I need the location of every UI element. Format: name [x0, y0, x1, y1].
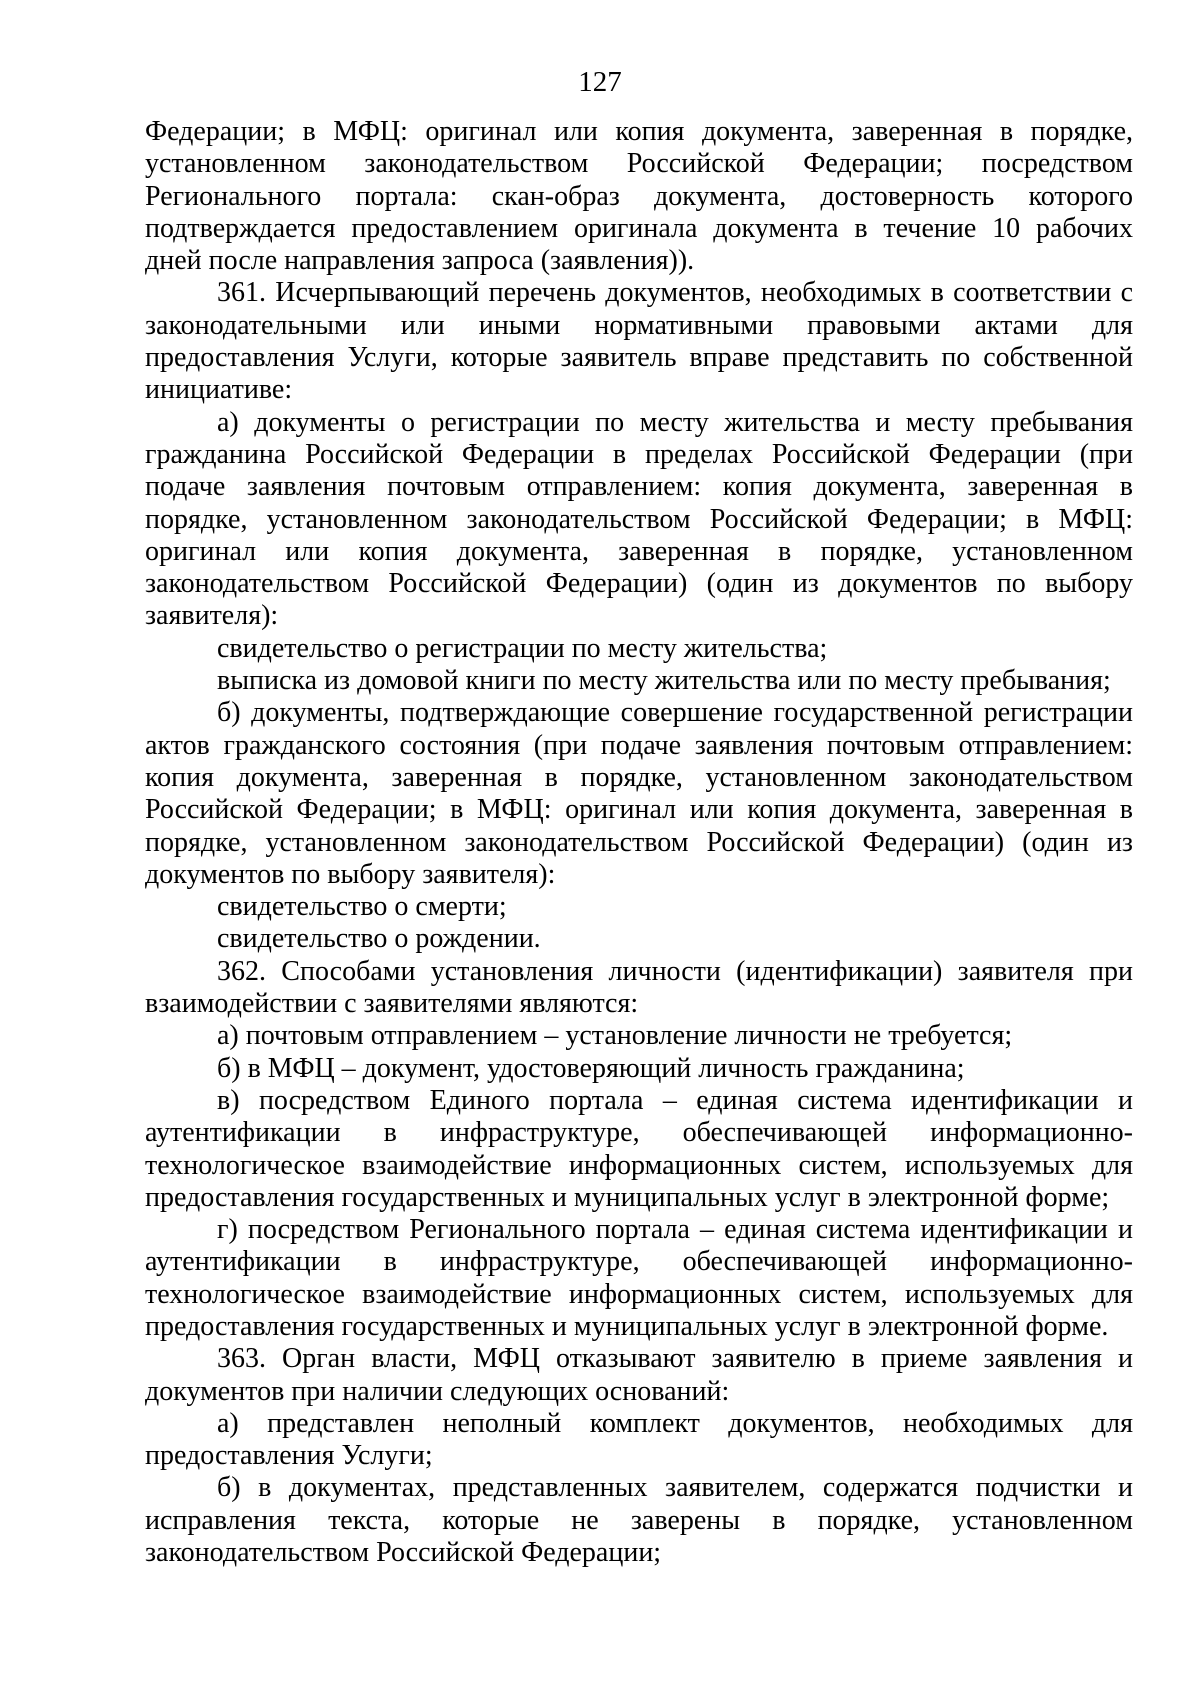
paragraph: а) почтовым отправлением – установление личности не требуется; [217, 1020, 1013, 1052]
paragraph: б) в документах, представленных заявителем, содержатся подчистки и исправления текста, которые не заверены в порядке, установленном законодательством Российской Федерации; [145, 1472, 1133, 1569]
paragraph: Федерации; в МФЦ: оригинал или копия документа, заверенная в порядке, установленном законодательством Российской Федерации; посредством Регионального портала: скан-образ документа, достоверность которого подтверждается предоставлением оригинала документа в течение 10 рабочих дней после направления запроса (заявления)). [145, 116, 1133, 277]
page-number: 127 [578, 66, 622, 98]
paragraph: б) в МФЦ – документ, удостоверяющий личность гражданина; [217, 1052, 965, 1084]
document-body [145, 116, 1133, 1569]
paragraph: в) посредством Единого портала – единая система идентификации и аутентификации в инфраструктуре, обеспечивающей информационно-технологическое взаимодействие информационных систем, используемых для предоставления государственных и муниципальных услуг в электронной форме; [145, 1084, 1133, 1213]
paragraph: 361. Исчерпывающий перечень документов, необходимых в соответствии с законодательными или иными нормативными правовыми актами для предоставления Услуги, которые заявитель вправе представить по собственной инициативе: [145, 277, 1133, 406]
paragraph: свидетельство о смерти; [217, 891, 507, 923]
paragraph: свидетельство о регистрации по месту жительства; [217, 632, 828, 664]
paragraph: а) документы о регистрации по месту жительства и месту пребывания гражданина Российской Федерации в пределах Российской Федерации (при подаче заявления почтовым отправлением: копия документа, заверенная в порядке, установленном законодательством Российской Федерации; в МФЦ: оригинал или копия документа, заверенная в порядке, установленном законодательством Российской Федерации) (один из документов по выбору заявителя): [145, 406, 1133, 632]
paragraph: 363. Орган власти, МФЦ отказывают заявителю в приеме заявления и документов при наличии следующих оснований: [145, 1343, 1133, 1407]
paragraph: г) посредством Регионального портала – единая система идентификации и аутентификации в инфраструктуре, обеспечивающей информационно-технологическое взаимодействие информационных систем, используемых для предоставления государственных и муниципальных услуг в электронной форме. [145, 1214, 1133, 1342]
paragraph: а) представлен неполный комплект документов, необходимых для предоставления Услуги; [145, 1407, 1133, 1472]
paragraph: выписка из домовой книги по месту жительства или по месту пребывания; [217, 665, 1111, 697]
paragraph: 362. Способами установления личности (идентификации) заявителя при взаимодействии с заявителями являются: [145, 955, 1133, 1020]
paragraph: свидетельство о рождении. [217, 923, 541, 955]
paragraph: б) документы, подтверждающие совершение государственной регистрации актов гражданского состояния (при подаче заявления почтовым отправлением: копия документа, заверенная в порядке, установленном законодательством Российской Федерации; в МФЦ: оригинал или копия документа, заверенная в порядке, установленном законодательством Российской Федерации) (один из документов по выбору заявителя): [145, 697, 1133, 890]
